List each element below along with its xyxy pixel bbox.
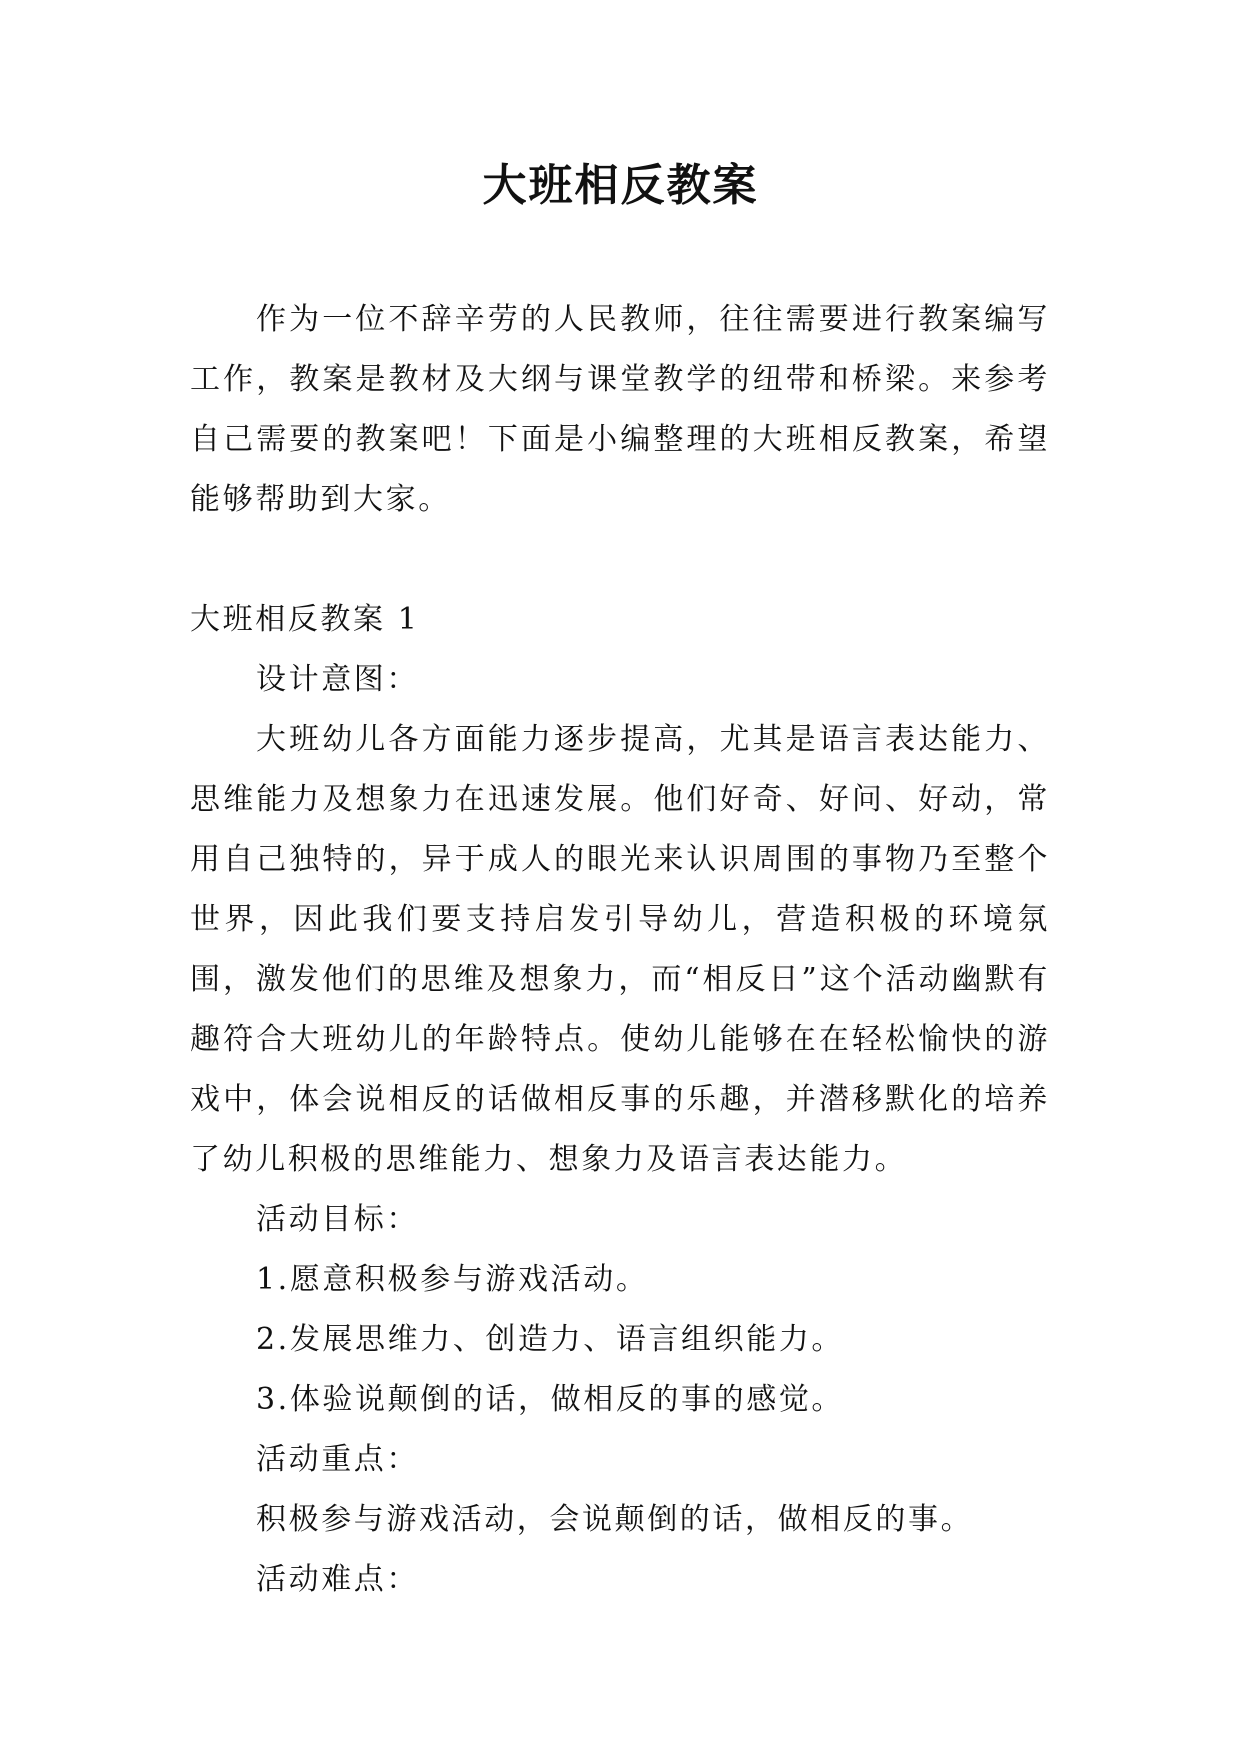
key-points-label: 活动重点：	[256, 1442, 419, 1477]
section-heading: 大班相反教案 1	[190, 602, 420, 637]
document-title: 大班相反教案	[482, 160, 759, 211]
design-intent-paragraph: 大班幼儿各方面能力逐步提高，尤其是语言表达能力、思维能力及想象力在迅速发展。他们好奇、好问、好动，常用自己独特的，异于成人的眼光来认识周围的事物乃至整个世界，因此我们要支持启发引导幼儿，营造积极的环境氛围，激发他们的思维及想象力，而“相反日”这个活动幽默有趣符合大班幼儿的年龄特点。使幼儿能够在在轻松愉快的游戏中，体会说相反的话做相反事的乐趣，并潜移默化的培养了幼儿积极的思维能力、想象力及语言表达能力。	[190, 722, 1050, 1177]
goal-item-2: 2.发展思维力、创造力、语言组织能力。	[256, 1322, 845, 1357]
difficulty-label: 活动难点：	[256, 1562, 419, 1597]
goal-item-1: 1.愿意积极参与游戏活动。	[256, 1262, 649, 1297]
key-points-text: 积极参与游戏活动，会说颠倒的话，做相反的事。	[256, 1502, 974, 1537]
document-body	[190, 290, 1050, 1610]
intro-paragraph: 作为一位不辞辛劳的人民教师，往往需要进行教案编写工作，教案是教材及大纲与课堂教学的纽带和桥梁。来参考自己需要的教案吧！下面是小编整理的大班相反教案，希望能够帮助到大家。	[190, 302, 1050, 517]
goal-item-3: 3.体验说颠倒的话，做相反的事的感觉。	[256, 1382, 845, 1417]
goals-label: 活动目标：	[256, 1202, 419, 1237]
design-intent-label: 设计意图：	[256, 662, 419, 697]
